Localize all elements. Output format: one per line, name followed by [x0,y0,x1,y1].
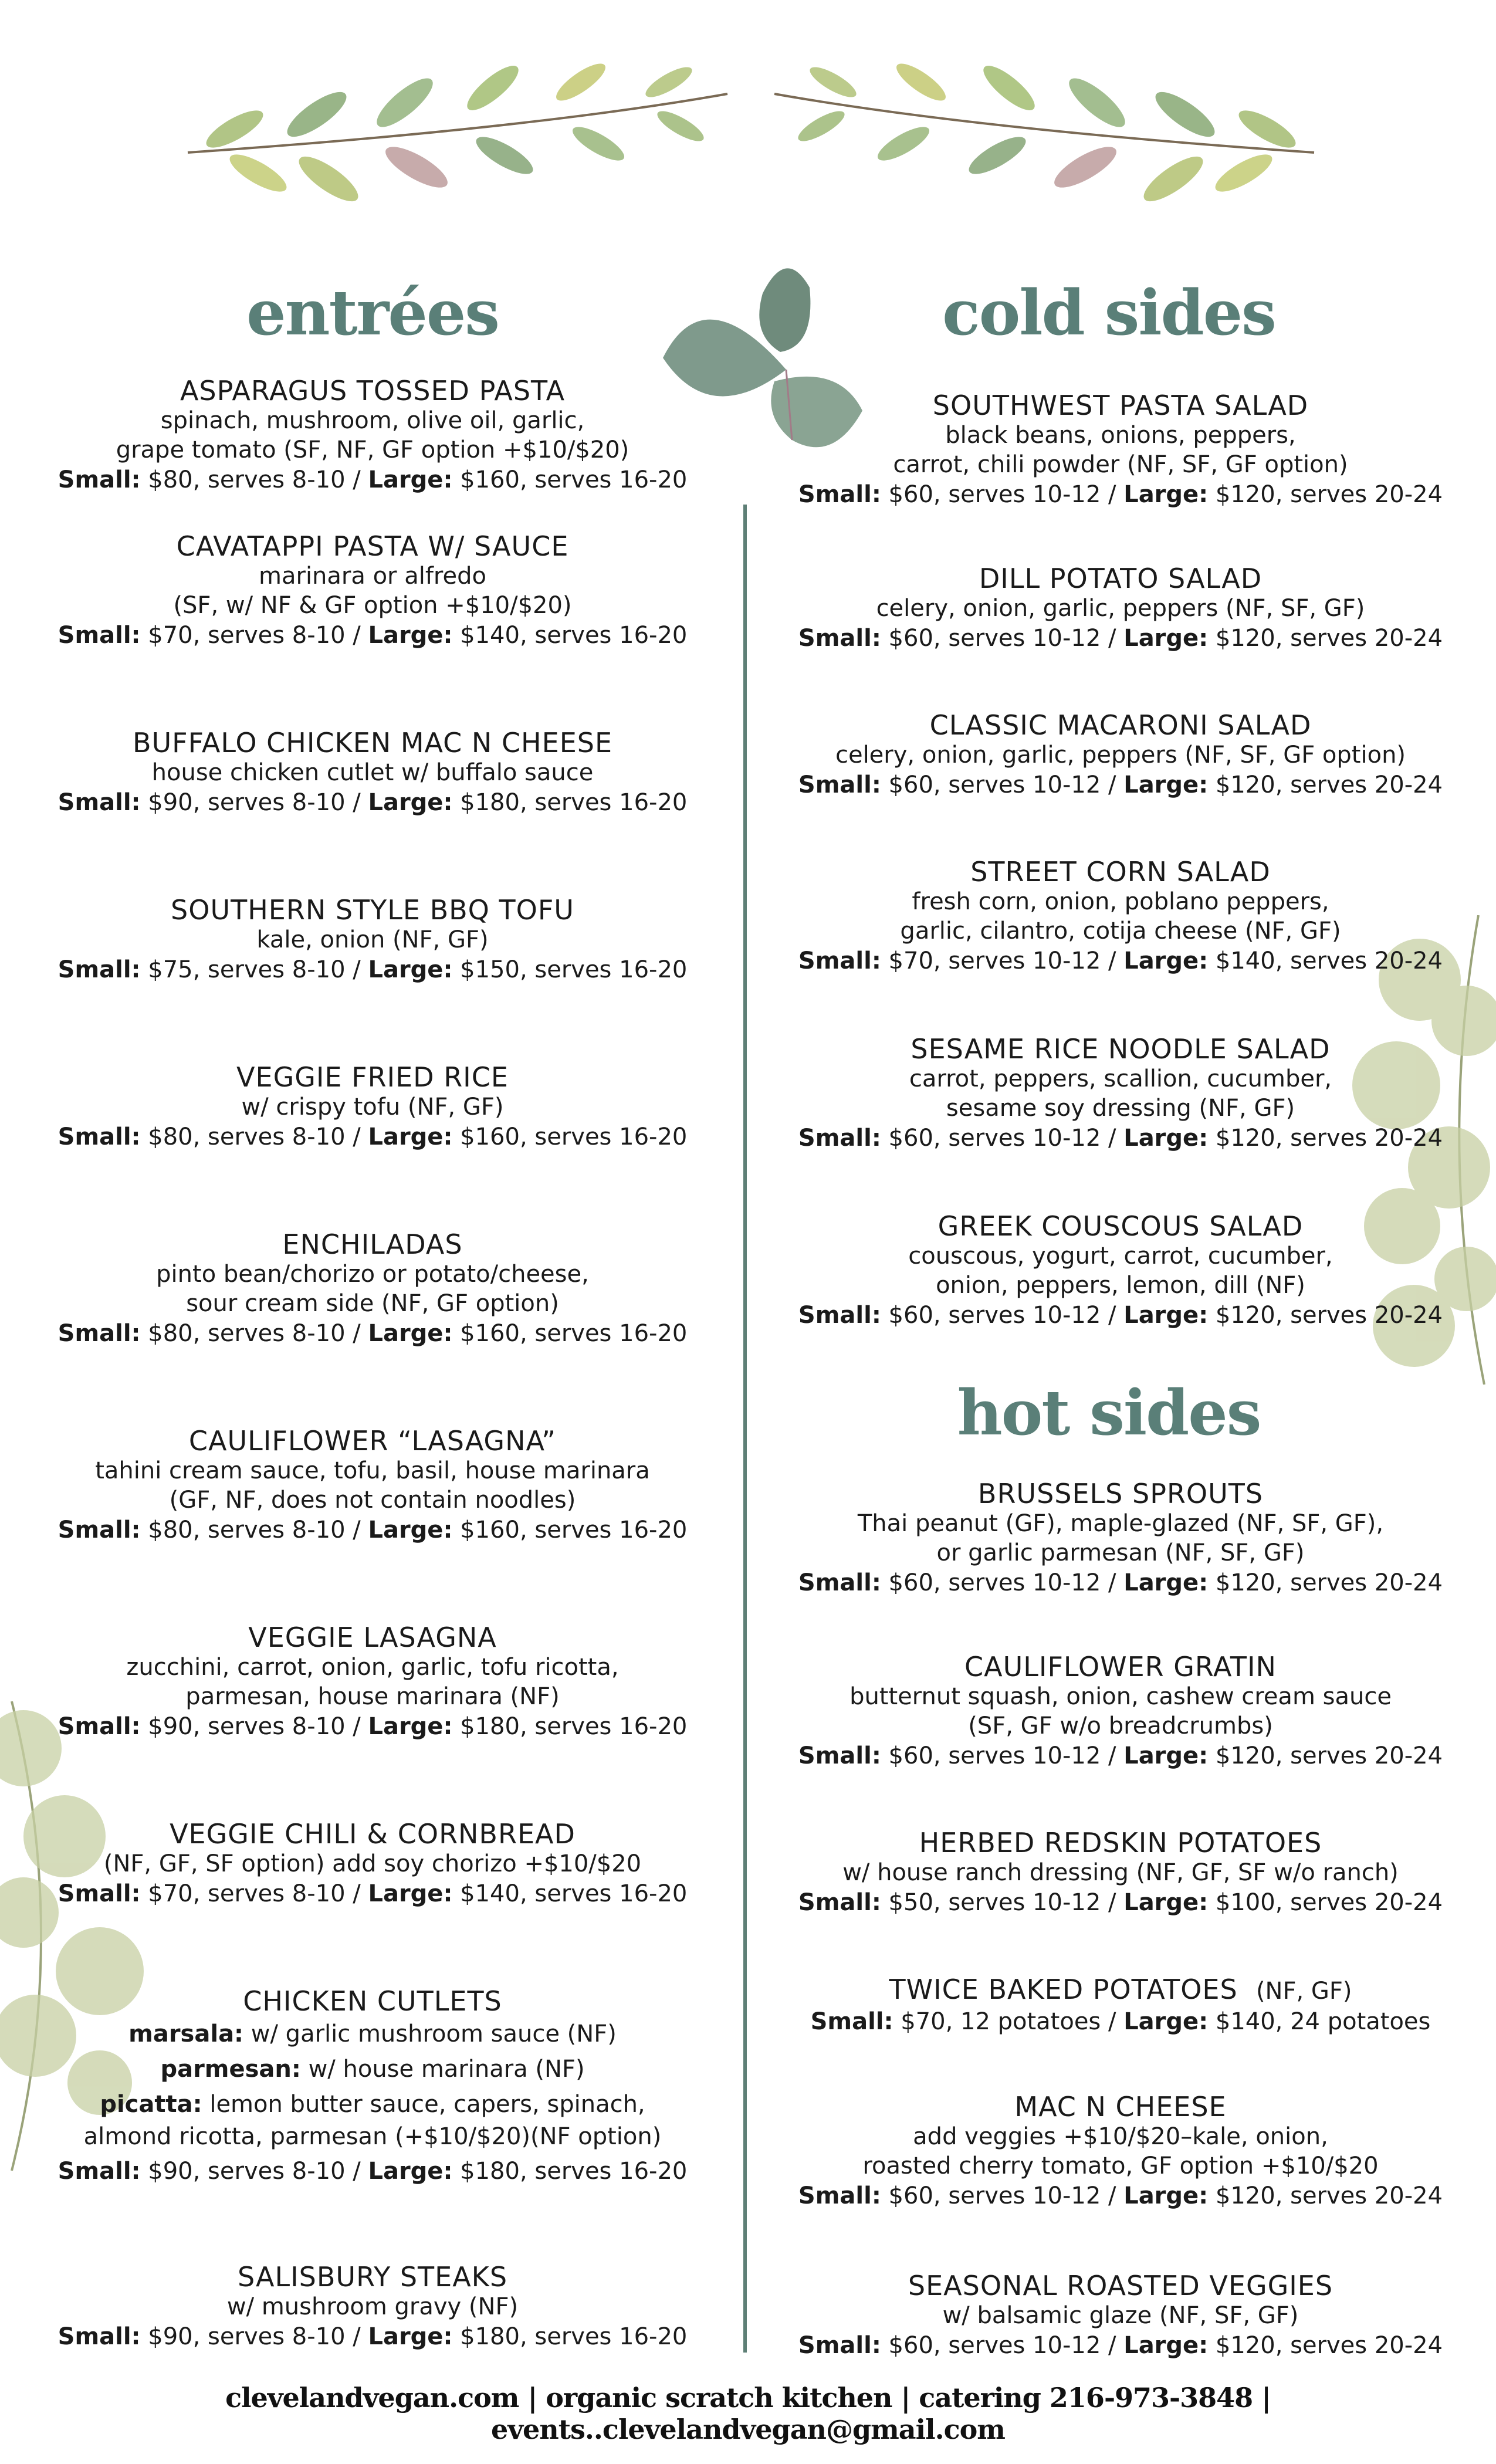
menu-item [745,1034,1496,1153]
menu-item [745,2091,1496,2211]
item-price: Small: $60, serves 10-12 / Large: $120, serves 20-24 [798,1302,1443,1329]
item-price: Small: $80, serves 8-10 / Large: $160, serves 16-20 [57,466,688,493]
menu-item [745,1827,1496,1918]
item-description: add veggies +$10/$20–kale, onion, [913,2123,1328,2150]
menu-item [745,1974,1496,2037]
item-description: kale, onion (NF, GF) [256,926,489,953]
item-description: marinara or alfredo [259,563,486,590]
item-name: SALISBURY STEAKS [237,2261,508,2293]
item-name: CHICKEN CUTLETS [243,1985,502,2017]
item-name: GREEK COUSCOUS SALAD [937,1210,1304,1242]
item-name: MAC N CHEESE [1014,2091,1227,2123]
menu-item [745,2270,1496,2361]
item-name: SOUTHERN STYLE BBQ TOFU [171,894,574,926]
top-left-garland-icon [176,41,739,223]
item-description: garlic, cilantro, cotija cheese (NF, GF) [900,918,1341,945]
item-price: Small: $60, serves 10-12 / Large: $120, serves 20-24 [798,481,1443,508]
item-price: Small: $75, serves 8-10 / Large: $150, serves 16-20 [57,956,688,983]
item-name: CLASSIC MACARONI SALAD [929,709,1312,741]
item-name: BUFFALO CHICKEN MAC N CHEESE [132,727,613,759]
item-description: Thai peanut (GF), maple-glazed (NF, SF, GF), [857,1510,1384,1537]
menu-item [745,563,1496,654]
item-price: Small: $80, serves 8-10 / Large: $160, serves 16-20 [57,1517,688,1544]
item-description: (SF, w/ NF & GF option +$10/$20) [173,592,572,619]
item-description: zucchini, carrot, onion, garlic, tofu ricotta, [126,1654,619,1681]
item-price: Small: $60, serves 10-12 / Large: $120, serves 20-24 [798,1125,1443,1152]
cold-sides-heading: cold sides [942,276,1275,349]
menu-item [0,1229,745,1349]
item-description: spinach, mushroom, olive oil, garlic, [160,407,585,434]
cutlet-option: parmesan: w/ house marinara (NF) [160,2056,585,2083]
item-price: Small: $90, serves 8-10 / Large: $180, serves 16-20 [57,2158,688,2185]
item-price: Small: $80, serves 8-10 / Large: $160, serves 16-20 [57,1320,688,1347]
item-description: (SF, GF w/o breadcrumbs) [968,1712,1273,1739]
menu-item [0,1622,745,1742]
hot-sides-heading: hot sides [957,1376,1261,1449]
item-description: sour cream side (NF, GF option) [186,1290,559,1317]
item-price: Small: $70, serves 8-10 / Large: $140, serves 16-20 [57,622,688,649]
item-description: celery, onion, garlic, peppers (NF, SF, GF option) [835,742,1406,769]
item-price: Small: $60, serves 10-12 / Large: $120, serves 20-24 [798,1742,1443,1769]
item-name: HERBED REDSKIN POTATOES [919,1827,1322,1859]
item-price: Small: $90, serves 8-10 / Large: $180, serves 16-20 [57,1713,688,1740]
item-name: ENCHILADAS [282,1228,463,1260]
menu-item [745,1478,1496,1598]
item-price: Small: $60, serves 10-12 / Large: $120, serves 20-24 [798,2332,1443,2359]
item-description: roasted cherry tomato, GF option +$10/$20 [862,2152,1379,2179]
item-description: tahini cream sauce, tofu, basil, house marinara [95,1457,650,1484]
menu-item [745,857,1496,976]
item-description: (GF, NF, does not contain noodles) [169,1487,576,1514]
item-description: almond ricotta, parmesan (+$10/$20)(NF option) [83,2123,662,2150]
item-price: Small: $60, serves 10-12 / Large: $120, serves 20-24 [798,771,1443,798]
menu-item-cutlets [0,1986,745,2187]
item-price: Small: $70, serves 8-10 / Large: $140, serves 16-20 [57,1880,688,1907]
item-description: (NF, GF, SF option) add soy chorizo +$10/$20 [103,1850,642,1877]
menu-item [0,375,745,495]
menu-item [0,895,745,985]
menu-item [745,1651,1496,1771]
item-price: Small: $80, serves 8-10 / Large: $160, serves 16-20 [57,1123,688,1150]
item-description: parmesan, house marinara (NF) [185,1683,560,1710]
cutlet-option: marsala: w/ garlic mushroom sauce (NF) [128,2020,617,2047]
item-description: w/ balsamic glaze (NF, SF, GF) [942,2302,1299,2329]
item-price: Small: $60, serves 10-12 / Large: $120, serves 20-24 [798,1569,1443,1596]
entrees-heading: entrées [246,276,499,349]
item-name: SEASONAL ROASTED VEGGIES [908,2270,1333,2301]
item-name: CAVATAPPI PASTA W/ SAUCE [176,530,569,562]
item-description: w/ house ranch dressing (NF, GF, SF w/o ranch) [842,1859,1399,1886]
menu-item [745,390,1496,510]
menu-item [0,1062,745,1152]
menu-item [0,1819,745,1909]
item-price: Small: $90, serves 8-10 / Large: $180, serves 16-20 [57,2323,688,2350]
item-price: Small: $90, serves 8-10 / Large: $180, serves 16-20 [57,789,688,816]
menu-item [745,1211,1496,1331]
item-description: w/ mushroom gravy (NF) [226,2293,519,2320]
item-name: DILL POTATO SALAD [979,563,1263,594]
item-description: w/ crispy tofu (NF, GF) [241,1094,504,1121]
item-description: carrot, chili powder (NF, SF, GF option) [893,451,1348,478]
item-description: grape tomato (SF, NF, GF option +$10/$20) [116,436,629,463]
menu-item [0,531,745,651]
item-description: onion, peppers, lemon, dill (NF) [936,1272,1305,1299]
item-description: or garlic parmesan (NF, SF, GF) [936,1539,1305,1566]
item-description: sesame soy dressing (NF, GF) [946,1095,1295,1122]
footer-contact: clevelandvegan.com | organic scratch kitchen | catering 216-973-3848 | events..clevelandvegan@gmail.com [225,2382,1271,2445]
item-description: house chicken cutlet w/ buffalo sauce [151,759,594,786]
item-price: Small: $50, serves 10-12 / Large: $100, serves 20-24 [798,1889,1443,1916]
item-name: STREET CORN SALAD [970,856,1271,888]
item-price: Small: $60, serves 10-12 / Large: $120, serves 20-24 [798,2182,1443,2209]
item-description: fresh corn, onion, poblano peppers, [912,888,1329,915]
item-name: SESAME RICE NOODLE SALAD [911,1033,1331,1065]
item-description: celery, onion, garlic, peppers (NF, SF, GF) [876,595,1365,622]
item-description: pinto bean/chorizo or potato/cheese, [156,1261,589,1288]
menu-item [745,710,1496,800]
item-name: VEGGIE CHILI & CORNBREAD [170,1818,576,1850]
menu-item [0,727,745,818]
item-name: CAULIFLOWER GRATIN [964,1651,1277,1683]
item-name: VEGGIE LASAGNA [248,1622,497,1653]
item-name: BRUSSELS SPROUTS [977,1478,1264,1509]
menu-item [0,2262,745,2352]
item-name: VEGGIE FRIED RICE [236,1061,509,1093]
item-price: Small: $70, 12 potatoes / Large: $140, 24 potatoes [810,2008,1431,2035]
item-description: black beans, onions, peppers, [945,422,1296,449]
item-name: ASPARAGUS TOSSED PASTA [180,375,566,407]
top-right-garland-icon [763,41,1326,223]
item-description: butternut squash, onion, cashew cream sauce [849,1683,1392,1710]
item-description: couscous, yogurt, carrot, cucumber, [908,1243,1333,1270]
item-description: carrot, peppers, scallion, cucumber, [909,1065,1332,1092]
item-name: CAULIFLOWER “LASAGNA” [188,1425,557,1457]
cutlet-option: picatta: lemon butter sauce, capers, spinach, [100,2091,645,2118]
item-price: Small: $60, serves 10-12 / Large: $120, serves 20-24 [798,625,1443,652]
menu-item [0,1426,745,1545]
item-name: SOUTHWEST PASTA SALAD [932,390,1309,421]
item-price: Small: $70, serves 10-12 / Large: $140, serves 20-24 [798,947,1443,974]
item-name: TWICE BAKED POTATOES (NF, GF) [889,1974,1352,2005]
